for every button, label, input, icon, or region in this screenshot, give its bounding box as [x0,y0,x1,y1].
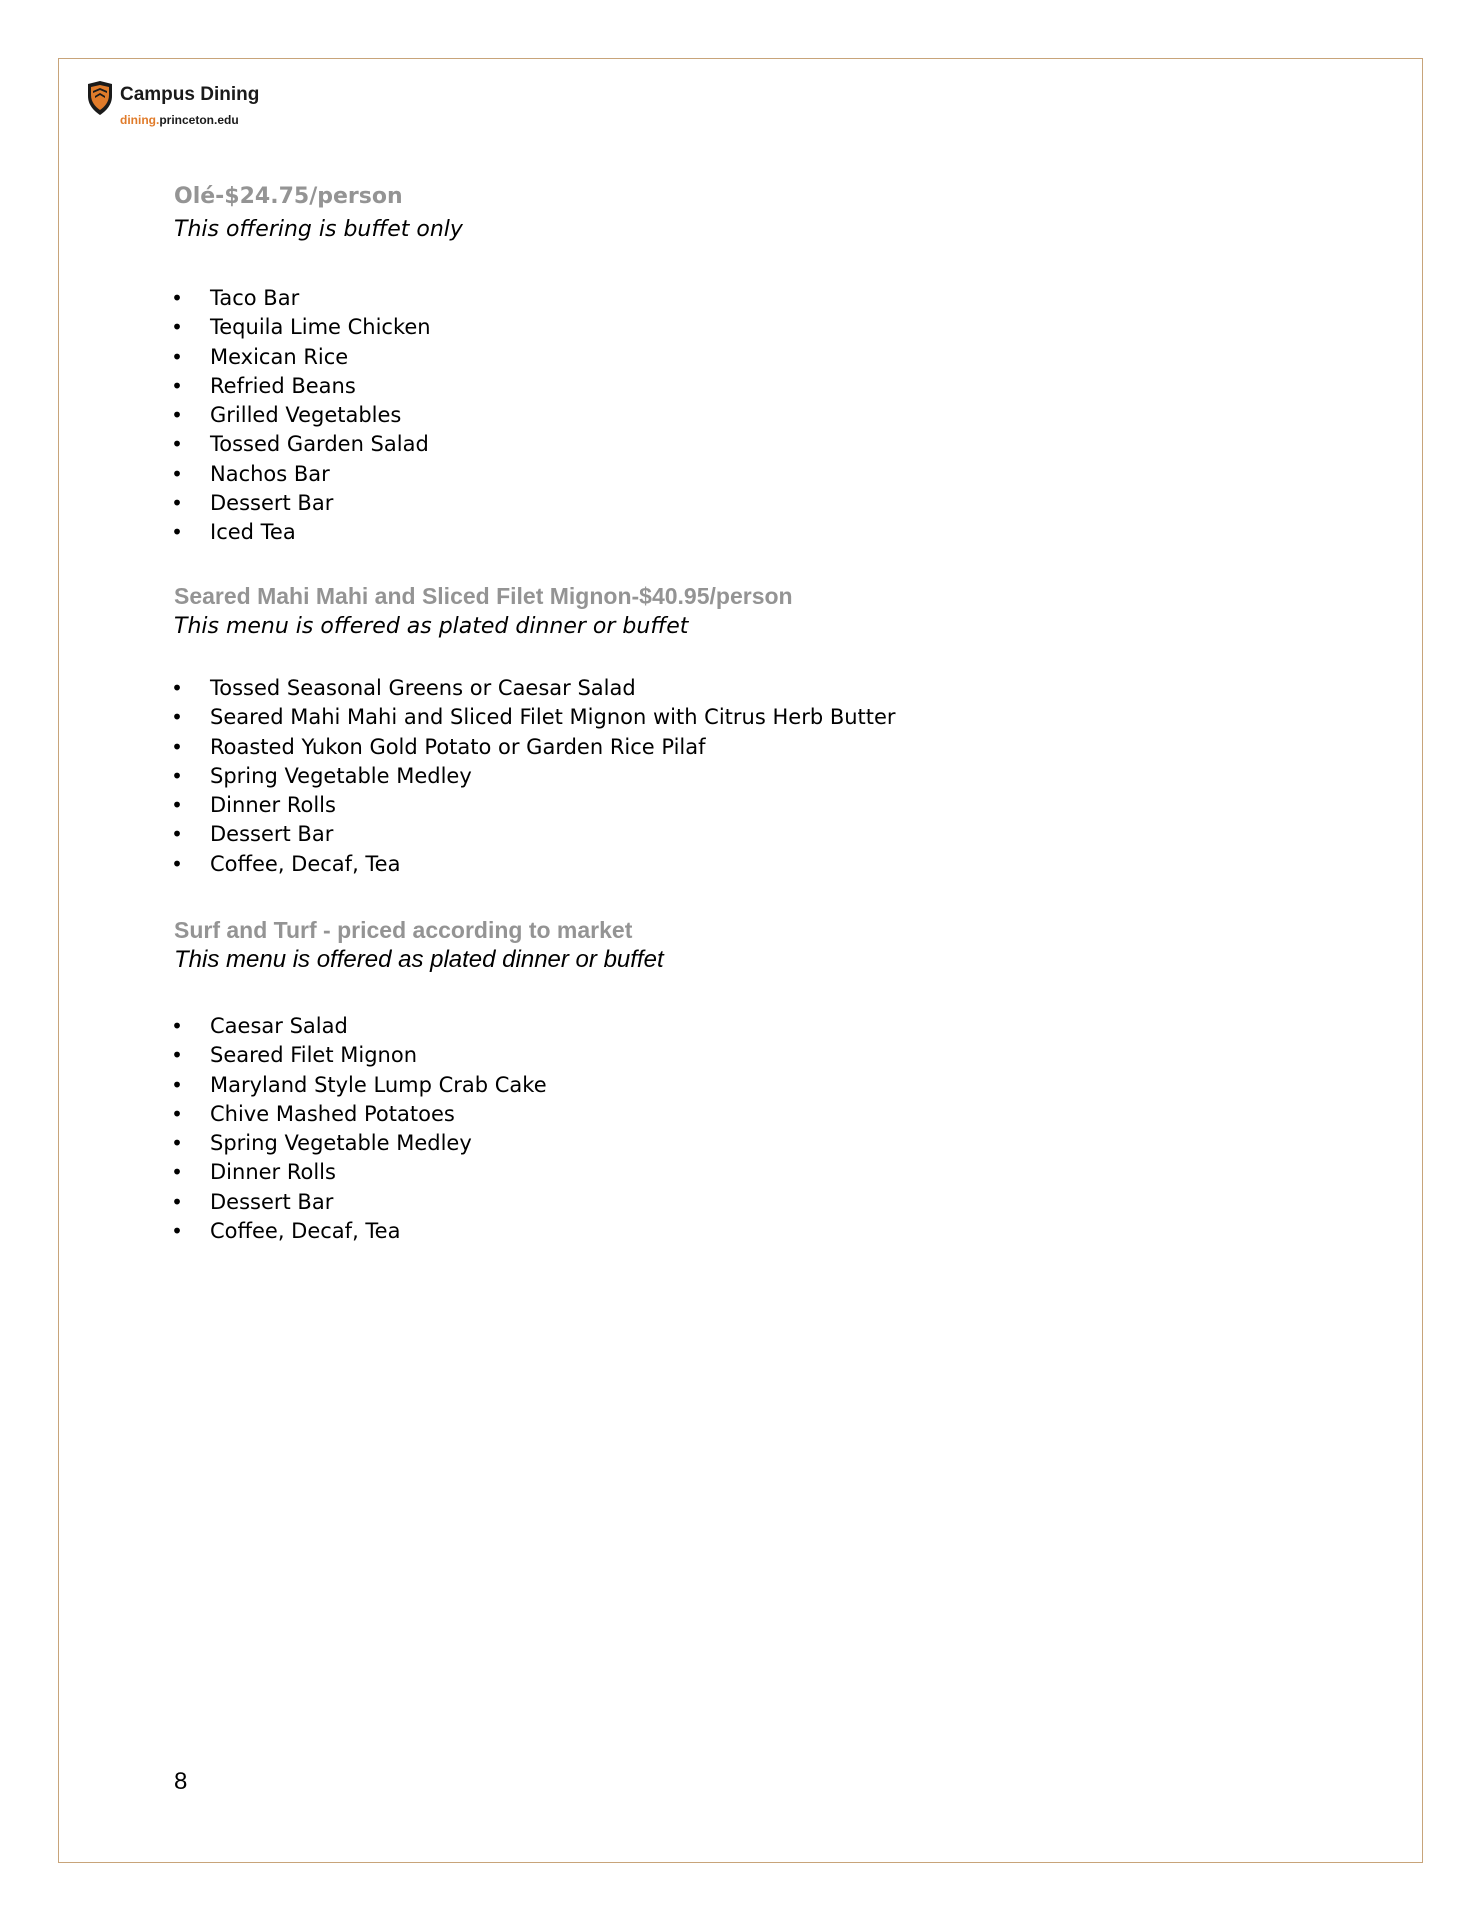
bullet-icon: • [171,1219,183,1244]
section-title: Surf and Turf - priced according to market [174,917,633,943]
brand-title: Campus Dining [120,84,260,105]
list-item: • Tossed Garden Salad [168,430,431,459]
bullet-icon: • [171,1101,183,1126]
bullet-icon: • [171,793,183,818]
menu-item-list [168,284,431,548]
bullet-icon: • [171,822,183,847]
list-item: • Seared Filet Mignon [168,1041,547,1070]
list-item: • Roasted Yukon Gold Potato or Garden Rice Pilaf [168,733,896,762]
bullet-icon: • [171,851,183,876]
list-item: • Dinner Rolls [168,1158,547,1187]
menu-section-ole [171,184,1274,545]
list-item: • Spring Vegetable Medley [168,762,896,791]
list-item: • Taco Bar [168,284,431,313]
bullet-icon: • [171,344,183,369]
bullet-icon: • [171,705,183,730]
list-item: • Grilled Vegetables [168,401,431,430]
bullet-icon: • [171,1131,183,1156]
bullet-icon: • [171,1189,183,1214]
brand-url[interactable] [120,113,239,127]
list-item: • Tossed Seasonal Greens or Caesar Salad [168,674,896,703]
bullet-icon: • [171,1014,183,1038]
list-item: • Refried Beans [168,372,431,401]
list-item: • Mexican Rice [168,343,431,372]
bullet-icon: • [171,520,183,545]
list-item: • Maryland Style Lump Crab Cake [168,1071,547,1100]
bullet-icon: • [171,461,183,486]
bullet-icon: • [171,491,183,516]
bullet-icon: • [171,1160,183,1185]
bullet-icon: • [171,373,183,398]
bullet-icon: • [171,1072,183,1097]
list-item: • Caesar Salad [168,1012,547,1041]
list-item: • Spring Vegetable Medley [168,1129,547,1158]
menu-section-mahi-filet [171,583,1274,876]
section-subtitle: This menu is offered as plated dinner or buffet [174,614,689,639]
bullet-icon: • [171,315,183,340]
menu-section-surf-turf [171,917,1274,1244]
menu-item-list [168,674,896,879]
list-item: • Coffee, Decaf, Tea [168,850,896,879]
list-item: • Iced Tea [168,518,431,547]
bullet-icon: • [171,286,183,310]
list-item: • Dinner Rolls [168,791,896,820]
section-title: Olé-$24.75/person [174,184,403,209]
bullet-icon: • [171,403,183,428]
section-subtitle: This menu is offered as plated dinner or buffet [174,946,664,973]
list-item: • Dessert Bar [168,489,431,518]
shield-icon [86,80,114,116]
list-item: • Dessert Bar [168,820,896,849]
list-item: • Chive Mashed Potatoes [168,1100,547,1129]
brand-url-domain: princeton.edu [159,113,239,127]
menu-item-list [168,1012,547,1246]
list-item: • Tequila Lime Chicken [168,313,431,342]
campus-dining-logo[interactable] [86,78,286,138]
bullet-icon: • [171,734,183,759]
section-title: Seared Mahi Mahi and Sliced Filet Mignon-$40.95/person [174,583,793,609]
list-item: • Seared Mahi Mahi and Sliced Filet Mignon with Citrus Herb Butter [168,703,896,732]
brand-url-accent: dining. [120,113,160,127]
section-subtitle: This offering is buffet only [174,217,463,242]
page-number: 8 [174,1768,188,1795]
list-item: • Coffee, Decaf, Tea [168,1217,547,1246]
bullet-icon: • [171,763,183,788]
bullet-icon: • [171,676,183,700]
list-item: • Nachos Bar [168,460,431,489]
bullet-icon: • [171,432,183,457]
bullet-icon: • [171,1043,183,1068]
list-item: • Dessert Bar [168,1188,547,1217]
